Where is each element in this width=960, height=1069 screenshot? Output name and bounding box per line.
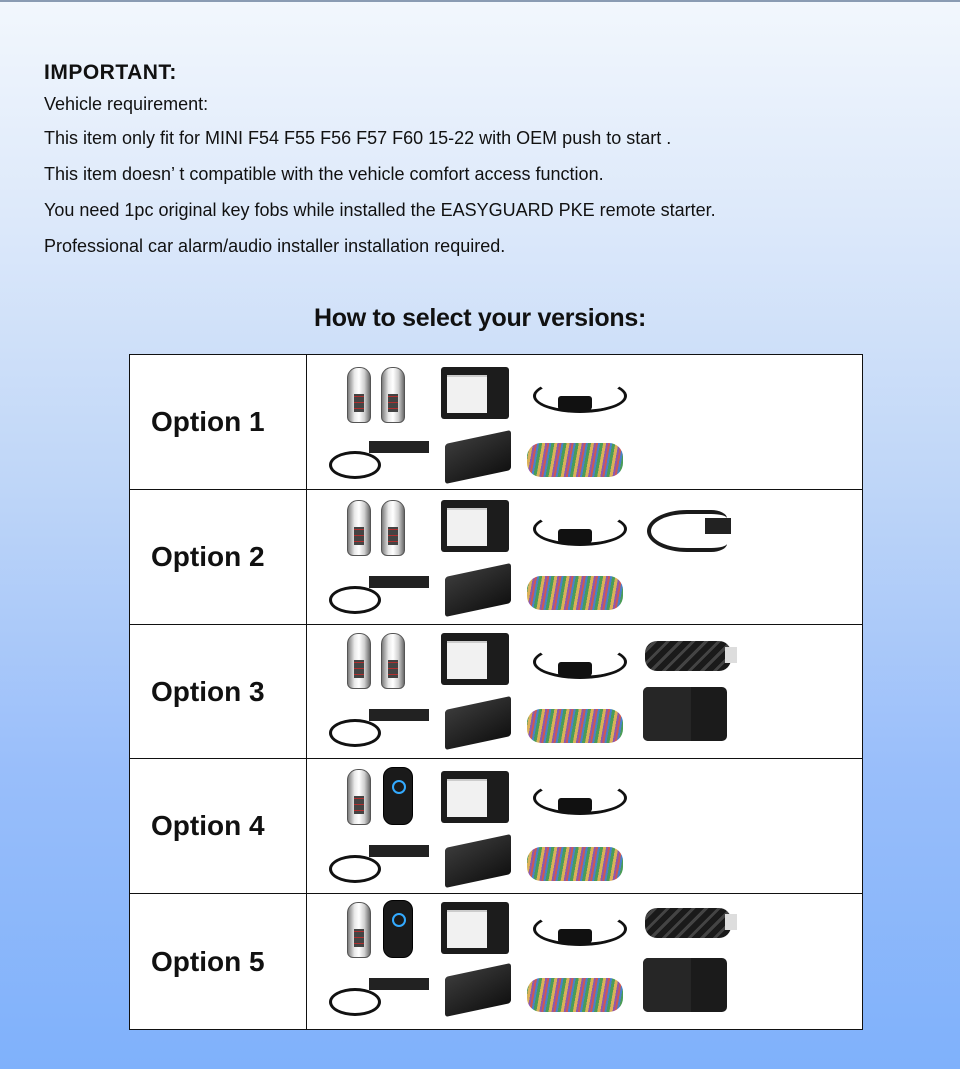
bypass-cable-icon — [647, 510, 727, 552]
option-contents — [307, 894, 863, 1030]
main-harness-icon — [329, 974, 429, 1012]
relay-box-icon — [445, 430, 511, 484]
receiver-box-icon — [643, 958, 727, 1012]
key-fob-icon — [347, 633, 371, 689]
key-fob-icon — [347, 769, 371, 825]
option-contents — [307, 490, 863, 625]
option-contents — [307, 759, 863, 894]
option-row — [130, 355, 863, 490]
notice-line: This item only fit for MINI F54 F55 F56 F57 F60 15-22 with OEM push to start . — [44, 128, 672, 148]
notice-line: You need 1pc original key fobs while installed the EASYGUARD PKE remote starter. — [44, 200, 716, 220]
notice-line: Professional car alarm/audio installer installation required. — [44, 236, 506, 256]
top-divider — [0, 0, 960, 2]
control-module-icon — [441, 902, 509, 954]
key-fob-icon — [347, 367, 371, 423]
key-fob-icon — [381, 367, 405, 423]
extension-cable-icon — [645, 908, 731, 938]
relay-box-icon — [445, 963, 511, 1017]
notice-line: Vehicle requirement: — [44, 94, 209, 114]
main-harness-icon — [329, 841, 429, 879]
antenna-icon — [533, 512, 627, 546]
option-contents — [307, 355, 863, 490]
control-module-icon — [441, 771, 509, 823]
option-label: Option 2 — [130, 490, 307, 625]
wiring-harness-icon — [527, 576, 623, 610]
key-fob-icon — [381, 633, 405, 689]
wiring-harness-icon — [527, 443, 623, 477]
relay-box-icon — [445, 563, 511, 617]
antenna-icon — [533, 645, 627, 679]
lcd-key-fob-icon — [383, 900, 413, 958]
option-row — [130, 490, 863, 625]
option-label: Option 4 — [130, 759, 307, 894]
relay-box-icon — [445, 834, 511, 888]
option-contents — [307, 625, 863, 759]
options-table — [129, 354, 863, 1030]
wiring-harness-icon — [527, 847, 623, 881]
important-heading: IMPORTANT: — [44, 61, 177, 84]
option-label: Option 5 — [130, 894, 307, 1030]
antenna-icon — [533, 781, 627, 815]
option-row — [130, 625, 863, 759]
main-harness-icon — [329, 705, 429, 743]
wiring-harness-icon — [527, 978, 623, 1012]
option-row — [130, 894, 863, 1030]
relay-box-icon — [445, 696, 511, 750]
main-harness-icon — [329, 437, 429, 475]
option-label: Option 1 — [130, 355, 307, 490]
notice-line: This item doesn’ t compatible with the vehicle comfort access function. — [44, 164, 604, 184]
control-module-icon — [441, 500, 509, 552]
wiring-harness-icon — [527, 709, 623, 743]
lcd-key-fob-icon — [383, 767, 413, 825]
key-fob-icon — [347, 902, 371, 958]
control-module-icon — [441, 367, 509, 419]
important-notice — [44, 60, 716, 264]
key-fob-icon — [381, 500, 405, 556]
extension-cable-icon — [645, 641, 731, 671]
key-fob-icon — [347, 500, 371, 556]
antenna-icon — [533, 912, 627, 946]
option-label: Option 3 — [130, 625, 307, 759]
control-module-icon — [441, 633, 509, 685]
option-row — [130, 759, 863, 894]
main-harness-icon — [329, 572, 429, 610]
antenna-icon — [533, 379, 627, 413]
select-versions-heading: How to select your versions: — [314, 304, 646, 332]
receiver-box-icon — [643, 687, 727, 741]
